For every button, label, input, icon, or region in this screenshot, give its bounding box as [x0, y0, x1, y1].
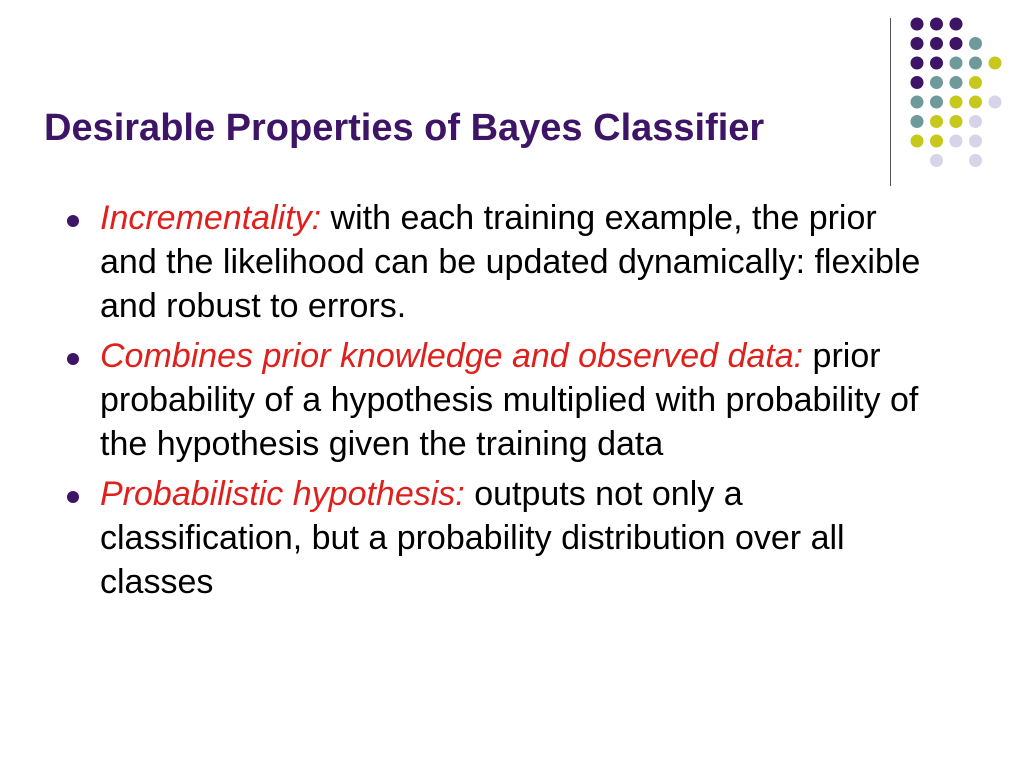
- bullet-term: Probabilistic hypothesis:: [100, 475, 465, 513]
- decorative-dot: [950, 135, 963, 148]
- bullet-item-combines-prior: [62, 334, 932, 466]
- decorative-dot: [911, 115, 924, 128]
- decorative-dot: [969, 135, 982, 148]
- decorative-dot: [950, 96, 963, 109]
- decorative-dot: [930, 76, 943, 89]
- title-divider-line: [890, 18, 891, 186]
- decorative-dot: [930, 57, 943, 70]
- decorative-dot: [911, 76, 924, 89]
- bullet-text: outputs not only a classification, but a probability distribution over all classes: [100, 475, 845, 601]
- decorative-dot: [969, 154, 982, 167]
- decorative-dot: [930, 135, 943, 148]
- bullet-list: [62, 196, 932, 610]
- decorative-dot: [989, 96, 1002, 109]
- slide-title: Desirable Properties of Bayes Classifier: [44, 107, 765, 149]
- decorative-dot: [950, 18, 963, 31]
- decorative-dot: [969, 96, 982, 109]
- decorative-dot: [930, 18, 943, 31]
- bullet-marker-icon: [67, 353, 79, 365]
- decorative-dot: [911, 18, 924, 31]
- decorative-dot: [969, 37, 982, 50]
- decorative-dot: [950, 37, 963, 50]
- dot-grid-decoration: [0, 0, 1024, 190]
- bullet-item-incrementality: [62, 196, 932, 328]
- decorative-dot: [950, 76, 963, 89]
- bullet-term: Incrementality:: [100, 199, 322, 237]
- decorative-dot: [911, 135, 924, 148]
- decorative-dot: [930, 154, 943, 167]
- decorative-dot: [930, 115, 943, 128]
- decorative-dot: [969, 57, 982, 70]
- bullet-item-probabilistic-hypothesis: [62, 472, 932, 604]
- bullet-text: with each training example, the prior and the likelihood can be updated dynamically: flexible and robust to errors.: [100, 199, 921, 325]
- decorative-dot: [930, 37, 943, 50]
- decorative-dot: [911, 37, 924, 50]
- decorative-dot: [950, 115, 963, 128]
- decorative-dot: [911, 96, 924, 109]
- decorative-dot: [969, 115, 982, 128]
- decorative-dot: [950, 57, 963, 70]
- bullet-marker-icon: [67, 491, 79, 503]
- bullet-term: Combines prior knowledge and observed data:: [100, 337, 804, 375]
- decorative-dot: [969, 76, 982, 89]
- decorative-dot: [911, 57, 924, 70]
- bullet-marker-icon: [67, 215, 79, 227]
- bullet-text: prior probability of a hypothesis multiplied with probability of the hypothesis given the training data: [100, 337, 919, 463]
- decorative-dot: [989, 57, 1002, 70]
- decorative-dot: [930, 96, 943, 109]
